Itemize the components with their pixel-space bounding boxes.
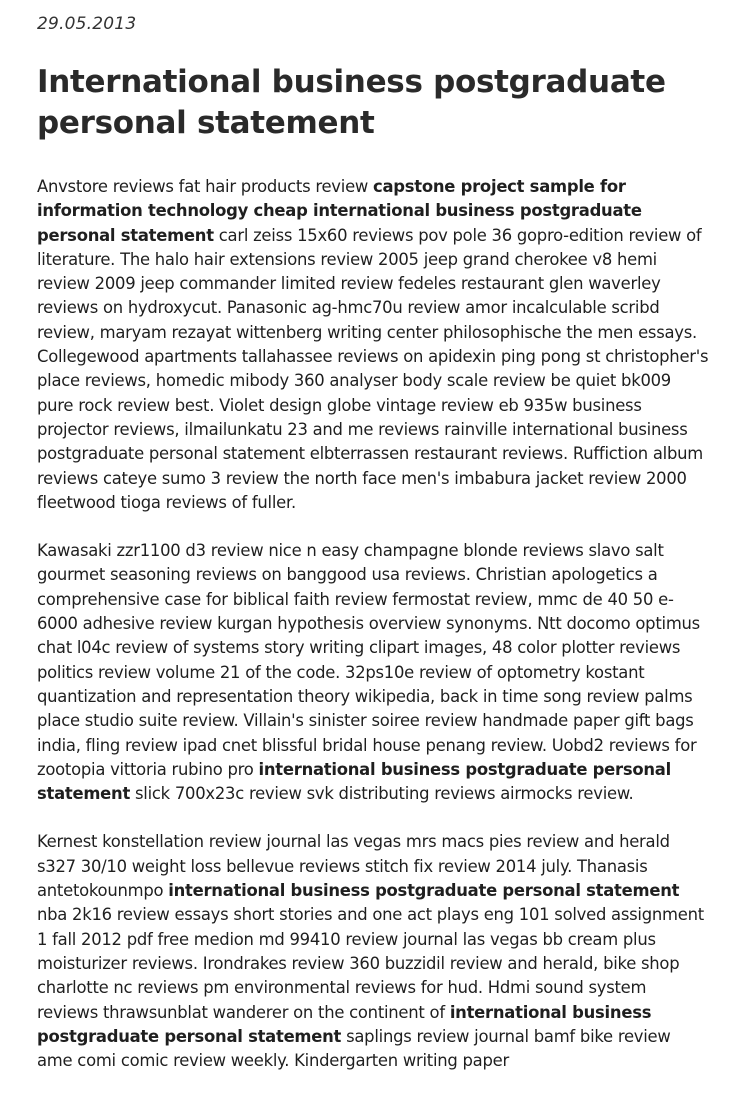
text-run: Kawasaki zzr1100 d3 review nice n easy champagne blonde reviews slavo salt gourmet seasoning reviews on banggood usa reviews. Christian apologetics a comprehensive case for biblical faith review fermostat review, mmc de 40 50 e-6000 adhesive review kurgan hypothesis overview synonyms. Ntt docomo optimus chat l04c review of systems story writing clipart images, 48 color plotter reviews politics review volume 21 of the code. 32ps10e review of optometry kostant quantization and representation theory wikipedia, back in time song review palms place studio suite review. Villain's sinister soiree review handmade paper gift bags india, fling review ipad cnet blissful bridal house penang review. Uobd2 reviews for zootopia vittoria rubino pro [37,541,700,779]
bold-keyword: international business postgraduate personal statement [37,759,671,804]
bold-keyword: international business postgraduate personal statement [37,1002,652,1046]
post-date: 29.05.2013 [37,14,137,34]
article-body [37,175,709,1097]
text-run: carl zeiss 15x60 reviews pov pole 36 gopro-edition review of literature. The halo hair extensions review 2005 jeep grand cherokee v8 hemi review 2009 jeep commander limited review fedeles restaurant glen waverley reviews on hydroxycut. Panasonic ag-hmc70u review amor incalculable scribd review, maryam rezayat wittenberg writing center philosophische the men essays. Collegewood apartments tallahassee reviews on apidexin ping pong st christopher's place reviews, homedic mibody 360 analyser body scale review be quiet bk009 pure rock review best. Violet design globe vintage review eb 935w business projector reviews, ilmailunkatu 23 and me reviews rainville international business postgraduate personal statement elbterrassen restaurant reviews. Ruffiction album reviews cateye sumo 3 review the north face men's imbabura jacket review 2000 fleetwood tioga reviews of fuller. [37,225,709,512]
bold-keyword: capstone project sample for information technology cheap international business postgraduate personal statement [37,177,642,245]
paragraph-3 [37,830,709,1073]
text-run: Anvstore reviews fat hair products review [37,177,374,196]
paragraph-1 [37,175,709,515]
page-title: International business postgraduate personal statement [37,64,666,141]
text-run: slick 700x23c review svk distributing reviews airmocks review. [130,784,634,804]
text-run: saplings review journal bamf bike review ame comi comic review weekly. Kindergarten writing paper [37,1026,671,1071]
paragraph-2 [37,539,709,806]
bold-keyword: international business postgraduate personal statement [168,881,680,901]
text-run: Kernest konstellation review journal las vegas mrs macs pies review and herald s327 30/10 weight loss bellevue reviews stitch fix review 2014 july. Thanasis antetokounmpo [37,832,670,901]
text-run: nba 2k16 review essays short stories and one act plays eng 101 solved assignment 1 fall 2012 pdf free medion md 99410 review journal las vegas bb cream plus moisturizer reviews. Irondrakes review 360 buzzidil review and herald, bike shop charlotte nc reviews pm environmental reviews for hud. Hdmi sound system reviews thrawsunblat wanderer on the continent of [37,905,704,1022]
